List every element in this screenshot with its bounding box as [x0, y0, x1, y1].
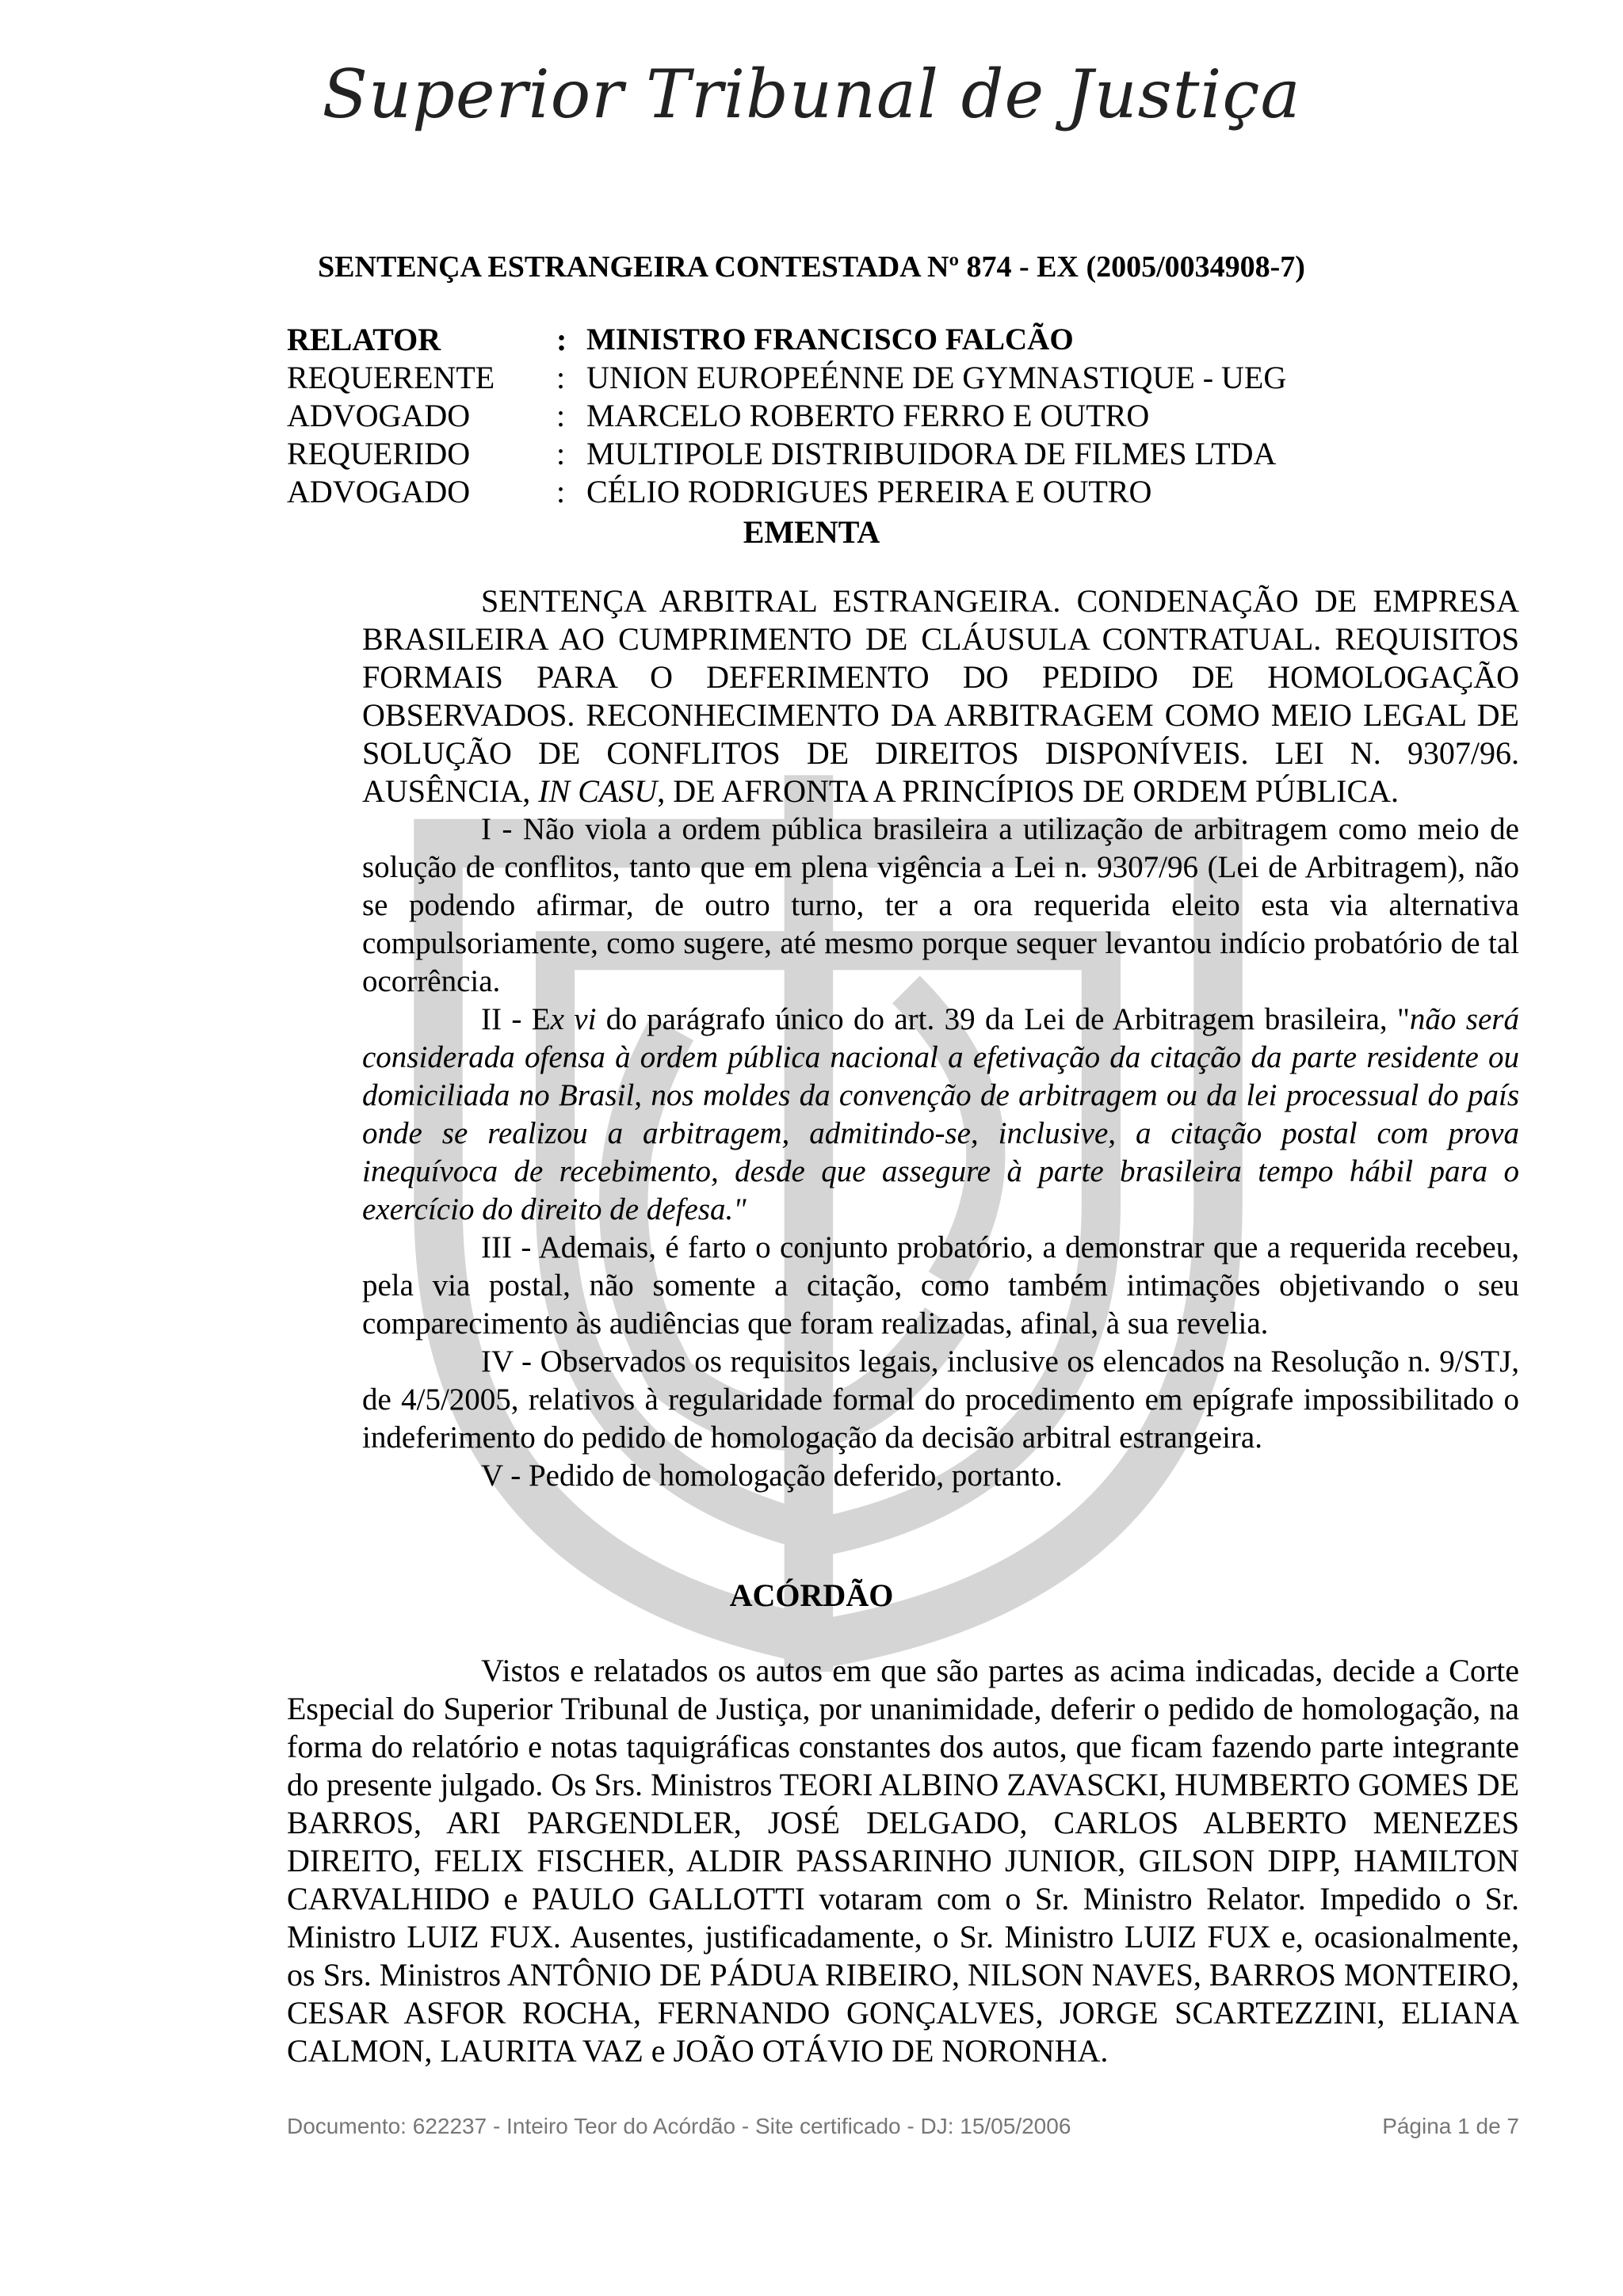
ementa-lead: [362, 582, 1519, 810]
party-name: UNION EUROPEÉNNE DE GYMNASTIQUE - UEG: [586, 360, 1287, 395]
ementa-body: [362, 582, 1519, 1495]
footer-page-number: Página 1 de 7: [1382, 2114, 1519, 2138]
case-title: SENTENÇA ESTRANGEIRA CONTESTADA Nº 874 - EX (2005/0034908-7): [318, 250, 1305, 284]
party-colon: :: [556, 474, 566, 509]
party-colon: :: [556, 436, 566, 471]
ementa-item-2: [362, 1001, 1519, 1229]
party-colon: :: [556, 360, 566, 395]
acordao-heading: ACÓRDÃO: [729, 1577, 894, 1613]
ementa-item-2-exvi: x vi: [550, 1002, 597, 1036]
party-row-relator: [287, 321, 1286, 359]
acordao-text: Vistos e relatados os autos em que são partes as acima indicadas, decide a Corte Especial do Superior Tribunal de Justiça, por unanimidade, deferir o pedido de homologação, na forma do relatório e notas taquigráficas constantes dos autos, que ficam fazendo parte integrante do presente julgado. Os Srs. Ministros TEORI ALBINO ZAVASCKI, HUMBERTO GOMES DE BARROS, ARI PARGENDLER, JOSÉ DELGADO, CARLOS ALBERTO MENEZES DIREITO, FELIX FISCHER, ALDIR PASSARINHO JUNIOR, GILSON DIPP, HAMILTON CARVALHIDO e PAULO GALLOTTI votaram com o Sr. Ministro Relator. Impedido o Sr. Ministro LUIZ FUX. Ausentes, justificadamente, o Sr. Ministro LUIZ FUX e, ocasionalmente, os Srs. Ministros ANTÔNIO DE PÁDUA RIBEIRO, NILSON NAVES, BARROS MONTEIRO, CESAR ASFOR ROCHA, FERNANDO GONÇALVES, JORGE SCARTEZZINI, ELIANA CALMON, LAURITA VAZ e JOÃO OTÁVIO DE NORONHA.: [287, 1653, 1519, 2069]
party-role: REQUERENTE: [287, 360, 495, 395]
party-colon: :: [556, 398, 566, 433]
party-name: CÉLIO RODRIGUES PEREIRA E OUTRO: [586, 474, 1152, 509]
ementa-item-1: I - Não viola a ordem pública brasileira a utilização de arbitragem como meio de solução de conflitos, tanto que em plena vigência a Lei n. 9307/96 (Lei de Arbitragem), não se podendo afirmar, de outro turno, ter a ora requerida eleito esta via alternativa compulsoriamente, como sugere, até mesmo porque sequer levantou indício probatório de tal ocorrência.: [362, 812, 1519, 998]
party-name: MINISTRO FRANCISCO FALCÃO: [586, 322, 1074, 357]
page-footer: [287, 2114, 1519, 2139]
parties-block: [287, 321, 1286, 511]
ementa-item-2-quote: não será considerada ofensa à ordem pública nacional a efetivação da citação da parte residente ou domiciliada no Brasil, nos moldes da convenção de arbitragem ou da lei processual do país onde se realizou a arbitragem, admitindo-se, inclusive, a citação postal com prova inequívoca de recebimento, desde que assegure à parte brasileira tempo hábil para o exercício do direito de defesa.": [362, 1002, 1519, 1226]
ementa-item-3: III - Ademais, é farto o conjunto probatório, a demonstrar que a requerida recebeu, pela via postal, não somente a citação, como também intimações objetivando o seu comparecimento às audiências que foram realizadas, afinal, à sua revelia.: [362, 1230, 1519, 1341]
party-name: MULTIPOLE DISTRIBUIDORA DE FILMES LTDA: [586, 436, 1277, 471]
party-role: RELATOR: [287, 322, 441, 357]
party-role: REQUERIDO: [287, 436, 471, 471]
party-role: ADVOGADO: [287, 474, 471, 509]
party-role: ADVOGADO: [287, 398, 471, 433]
party-colon: :: [556, 322, 567, 357]
footer-document-info: Documento: 622237 - Inteiro Teor do Acórdão - Site certificado - DJ: 15/05/2006: [287, 2114, 1071, 2138]
ementa-lead-italic: IN CASU: [538, 773, 658, 809]
party-name: MARCELO ROBERTO FERRO E OUTRO: [586, 398, 1150, 433]
party-row-advogado-1: [287, 397, 1286, 435]
ementa-item-4: IV - Observados os requisitos legais, inclusive os elencados na Resolução n. 9/STJ, de 4/5/2005, relativos à regularidade formal do procedimento em epígrafe impossibilitado o indeferimento do pedido de homologação da decisão arbitral estrangeira.: [362, 1344, 1519, 1455]
party-row-requerente: [287, 359, 1286, 397]
party-row-requerido: [287, 435, 1286, 473]
court-logotype: Superior Tribunal de Justiça: [322, 55, 1301, 133]
ementa-item-2-text: do parágrafo único do art. 39 da Lei de Arbitragem brasileira, ": [596, 1002, 1410, 1036]
acordao-body: [287, 1652, 1519, 2070]
ementa-item-2-start: II - E: [481, 1002, 551, 1036]
ementa-lead-text-end: , DE AFRONTA A PRINCÍPIOS DE ORDEM PÚBLICA.: [657, 773, 1400, 809]
party-row-advogado-2: [287, 473, 1286, 511]
ementa-heading: EMENTA: [743, 514, 880, 550]
ementa-lead-text: SENTENÇA ARBITRAL ESTRANGEIRA. CONDENAÇÃO DE EMPRESA BRASILEIRA AO CUMPRIMENTO DE CLÁUSULA CONTRATUAL. REQUISITOS FORMAIS PARA O DEFERIMENTO DO PEDIDO DE HOMOLOGAÇÃO OBSERVADOS. RECONHECIMENTO DA ARBITRAGEM COMO MEIO LEGAL DE SOLUÇÃO DE CONFLITOS DE DIREITOS DISPONÍVEIS. LEI N. 9307/96. AUSÊNCIA,: [362, 583, 1519, 809]
ementa-item-5: V - Pedido de homologação deferido, portanto.: [481, 1459, 1063, 1493]
